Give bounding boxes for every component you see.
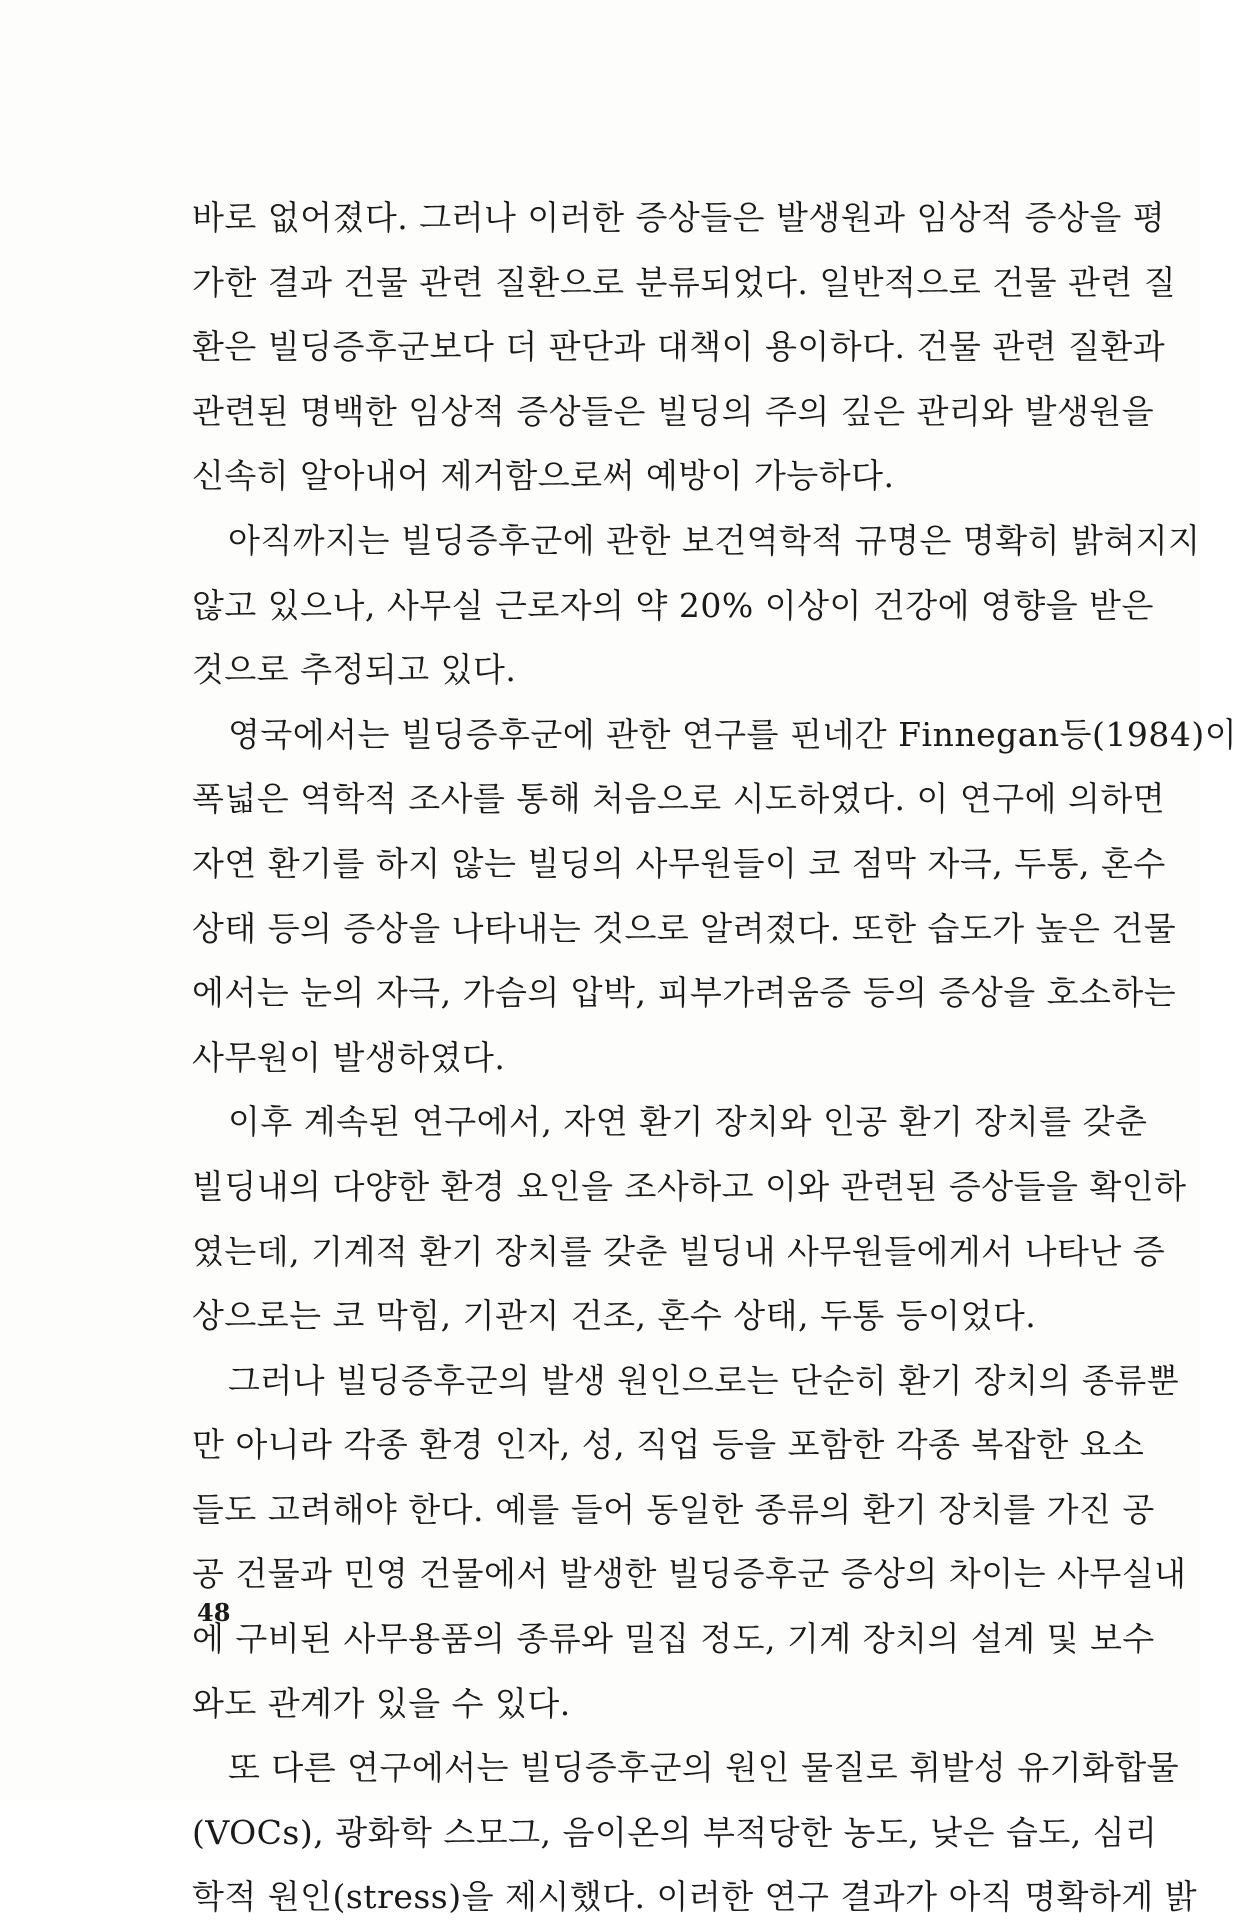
text-line: 상으로는 코 막힘, 기관지 건조, 혼수 상태, 두통 등이었다.: [192, 1296, 1037, 1336]
paragraph-4: [192, 1090, 1187, 1348]
text-line: 이후 계속된 연구에서, 자연 환기 장치와 인공 환기 장치를 갖춘: [228, 1102, 1148, 1142]
paragraph-1: [192, 186, 1177, 509]
text-line: 관련된 명백한 임상적 증상들은 빌딩의 주의 깊은 관리와 발생원을: [192, 391, 1155, 431]
text-line: 만 아니라 각종 환경 인자, 성, 직업 등을 포함한 각종 복잡한 요소: [192, 1425, 1145, 1465]
text-line: 에서는 눈의 자극, 가슴의 압박, 피부가려움증 등의 증상을 호소하는: [192, 973, 1177, 1013]
page-number: 48: [197, 1598, 231, 1627]
paragraph-3: [192, 703, 1237, 1091]
text-line: 들도 고려해야 한다. 예를 들어 동일한 종류의 환기 장치를 가진 공: [192, 1489, 1155, 1529]
text-line: 아직까지는 빌딩증후군에 관한 보건역학적 규명은 명확히 밝혀지지: [228, 520, 1201, 560]
text-line: 상태 등의 증상을 나타내는 것으로 알려졌다. 또한 습도가 높은 건물: [192, 908, 1177, 948]
paragraph-6: [192, 1736, 1198, 1930]
text-line: 그러나 빌딩증후군의 발생 원인으로는 단순히 환기 장치의 종류뿐: [228, 1360, 1180, 1400]
text-line: 영국에서는 빌딩증후군에 관한 연구를 핀네간 Finnegan등(1984)이: [228, 714, 1237, 754]
text-line: 학적 원인(stress)을 제시했다. 이러한 연구 결과가 아직 명확하게 밝: [192, 1877, 1198, 1917]
text-line: 사무원이 발생하였다.: [192, 1037, 506, 1077]
text-line: 가한 결과 건물 관련 질환으로 분류되었다. 일반적으로 건물 관련 질: [192, 262, 1177, 302]
text-line: 않고 있으나, 사무실 근로자의 약 20% 이상이 건강에 영향을 받은: [192, 585, 1154, 625]
text-line: 와도 관계가 있을 수 있다.: [192, 1683, 571, 1723]
text-line: 바로 없어졌다. 그러나 이러한 증상들은 발생원과 임상적 증상을 평: [192, 198, 1166, 237]
text-line: (VOCs), 광화학 스모그, 음이온의 부적당한 농도, 낮은 습도, 심리: [192, 1812, 1158, 1852]
text-line: 빌딩내의 다양한 환경 요인을 조사하고 이와 관련된 증상들을 확인하: [192, 1166, 1187, 1206]
text-line: 폭넓은 역학적 조사를 통해 처음으로 시도하였다. 이 연구에 의하면: [192, 779, 1166, 819]
text-line: 환은 빌딩증후군보다 더 판단과 대책이 용이하다. 건물 관련 질환과: [192, 327, 1166, 367]
paragraph-2: [192, 509, 1201, 703]
text-line: 공 건물과 민영 건물에서 발생한 빌딩증후군 증상의 차이는 사무실내: [192, 1554, 1187, 1594]
paragraph-5: [192, 1349, 1187, 1737]
text-line: 또 다른 연구에서는 빌딩증후군의 원인 물질로 휘발성 유기화합물: [228, 1748, 1180, 1788]
text-line: 것으로 추정되고 있다.: [192, 650, 517, 690]
text-line: 자연 환기를 하지 않는 빌딩의 사무원들이 코 점막 자극, 두통, 혼수: [192, 843, 1166, 883]
body-text: [192, 186, 1237, 1930]
text-line: 였는데, 기계적 환기 장치를 갖춘 빌딩내 사무원들에게서 나타난 증: [192, 1231, 1166, 1271]
text-line: 신속히 알아내어 제거함으로써 예방이 가능하다.: [192, 456, 895, 496]
text-line: 에 구비된 사무용품의 종류와 밀집 정도, 기계 장치의 설계 및 보수: [192, 1619, 1155, 1659]
